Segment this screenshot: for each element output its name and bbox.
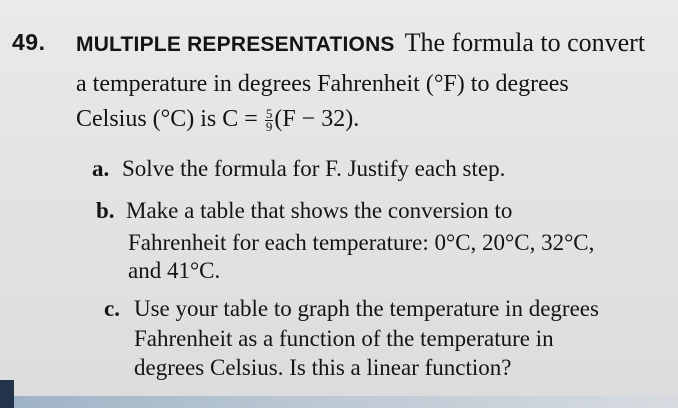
problem-heading-line [76, 28, 645, 58]
part-a [92, 156, 505, 182]
intro-text-line-1: The formula to convert [404, 28, 646, 57]
intro-text-line-2: a temperature in degrees Fahrenheit (°F) to degrees [76, 71, 569, 97]
part-b [96, 198, 512, 224]
part-b-letter: b. [96, 198, 115, 223]
page-bottom-strip [14, 396, 678, 408]
fraction-denominator: 9 [265, 118, 273, 134]
part-c-line-3: degrees Celsius. Is this a linear function? [134, 355, 512, 380]
fraction-numerator: 5 [265, 105, 273, 121]
part-b-line-2: Fahrenheit for each temperature: 0°C, 20°C, 32°C, [128, 230, 595, 255]
part-b-line-3: and 41°C. [128, 258, 221, 283]
formula-suffix: (F − 32). [274, 106, 360, 132]
part-b-line-1: Make a table that shows the conversion to [126, 198, 513, 223]
page-edge-bar [0, 380, 14, 408]
part-c-line-1: Use your table to graph the temperature in degrees [134, 296, 599, 321]
formula-line [76, 106, 359, 133]
problem-number: 49. [12, 29, 46, 55]
part-a-letter: a. [92, 156, 110, 181]
formula-fraction [265, 105, 274, 134]
formula-prefix: Celsius (°C) is C = [76, 106, 264, 132]
problem-label: MULTIPLE REPRESENTATIONS [76, 33, 395, 56]
part-c [104, 296, 599, 322]
part-a-text: Solve the formula for F. Justify each step. [122, 156, 506, 181]
part-c-letter: c. [104, 296, 120, 321]
part-c-line-2: Fahrenheit as a function of the temperature in [134, 326, 554, 351]
